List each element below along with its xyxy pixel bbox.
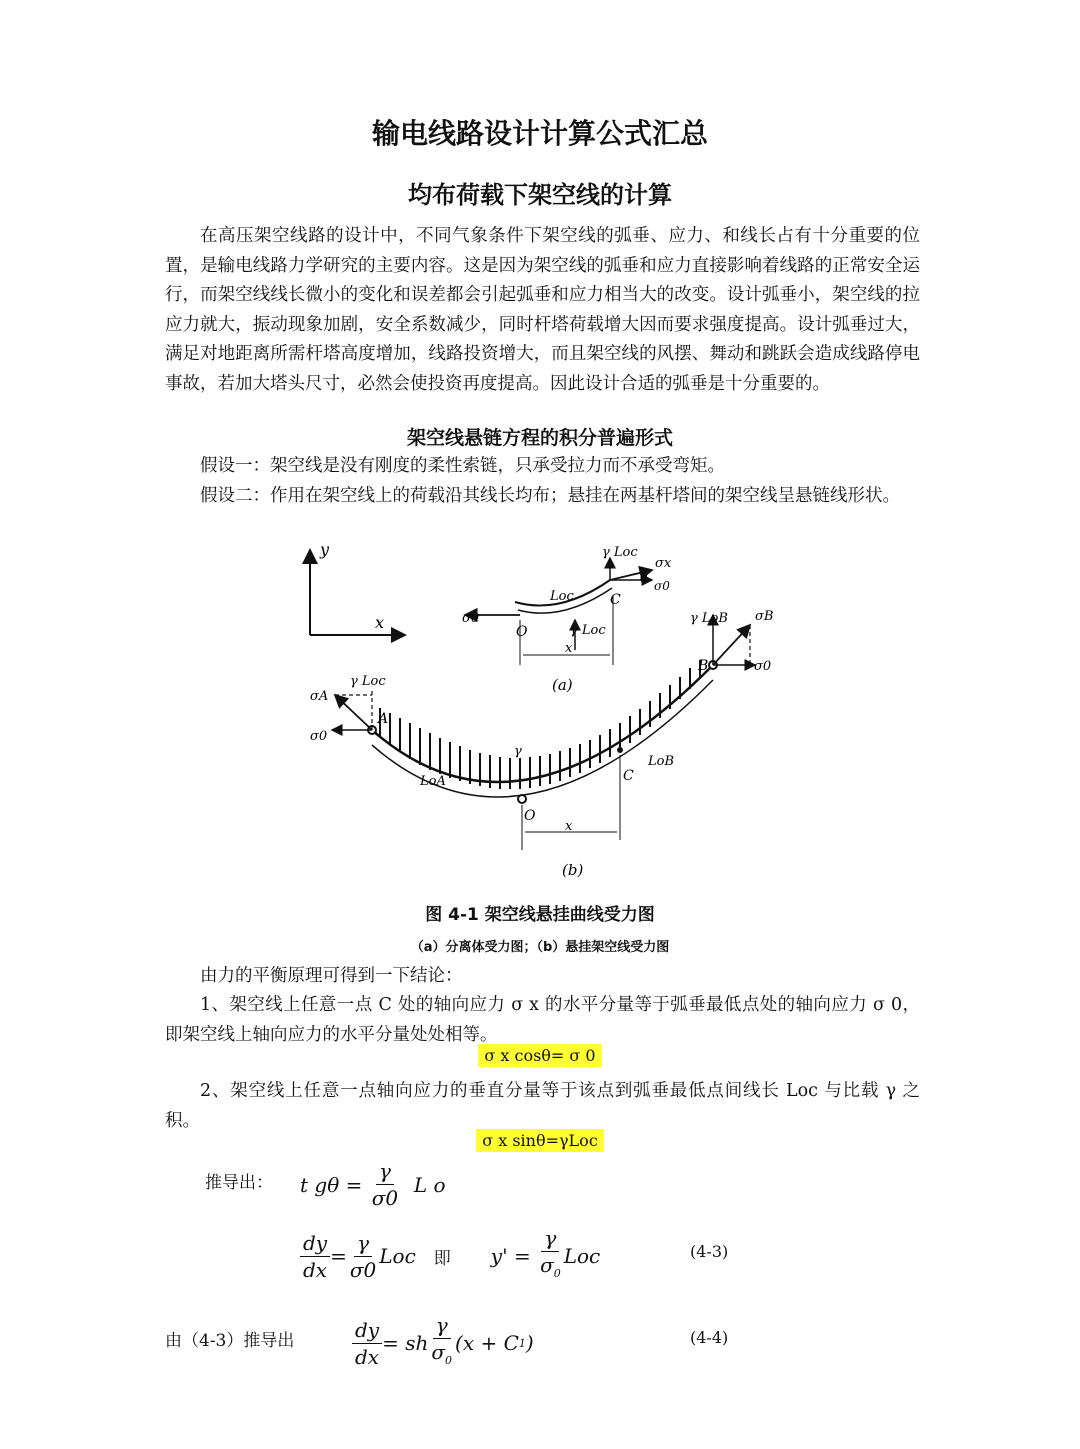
page-title: 输电线路设计计算公式汇总 — [371, 117, 708, 150]
svg-text:σ0: σ0 — [654, 579, 670, 593]
catenary-figure — [280, 540, 800, 890]
svg-text:B: B — [698, 658, 709, 674]
diagram-b — [310, 609, 773, 879]
formula-two: σ x sinθ=γLoc — [476, 1129, 604, 1152]
derive-label: 推导出： — [205, 1173, 273, 1193]
y-axis-label: y — [320, 540, 330, 559]
svg-text:σ0: σ0 — [754, 659, 772, 674]
svg-text:x: x — [565, 641, 573, 656]
svg-text:σx: σx — [655, 556, 672, 571]
svg-text:O: O — [524, 808, 536, 824]
svg-text:σ0: σ0 — [310, 729, 328, 744]
svg-text:Loc: Loc — [550, 589, 574, 604]
svg-text:x: x — [565, 819, 573, 834]
svg-text:γ LoB: γ LoB — [690, 611, 728, 626]
figure-subcaption: （a）分离体受力图；（b）悬挂架空线受力图 — [410, 940, 670, 955]
svg-text:σB: σB — [755, 609, 774, 624]
figure-caption: 图 4-1 架空线悬挂曲线受力图 — [425, 905, 655, 925]
derive-label-4-3: 由（4-3）推导出 — [165, 1331, 295, 1351]
intro-paragraph: 在高压架空线路的设计中，不同气象条件下架空线的弧垂、应力、和线长占有十分重要的位置，是输电线路力学研究的主要内容。这是因为架空线的弧垂和应力直接影响着线路的正常安全运行，而架空线线长微小的变化和误差都会引起弧垂和应力相当大的改变。设计弧垂小，架空线的拉应力就大，振动现象加剧，安全系数减少，同时杆塔荷载增大因而要求强度提高。设计弧垂过大，满足对地距离所需杆塔高度增加，线路投资增大，而且架空线的风摆、舞动和跳跃会造成线路停电事故，若加大塔头尺寸，必然会使投资再度提高。因此设计合适的弧垂是十分重要的。 — [165, 226, 920, 394]
svg-text:σA: σA — [310, 689, 329, 704]
svg-text:(b): (b) — [562, 861, 584, 879]
section-heading: 架空线悬链方程的积分普遍形式 — [406, 427, 673, 449]
svg-text:γ Loc: γ Loc — [570, 623, 606, 638]
fraction-gamma-sigma0: $\frac{\gamma}{\sigma_0}$ — [431, 1313, 453, 1367]
conclusion-two: 2、架空线上任意一点轴向应力的垂直分量等于该点到弧垂最低点间线长 Loc 与比载 γ 之积。 — [165, 1081, 920, 1131]
conclusion-intro: 由力的平衡原理可得到一下结论： — [200, 966, 463, 986]
diagram-a — [462, 545, 672, 694]
formula-one: σ x cosθ= σ 0 — [478, 1044, 601, 1067]
svg-text:(a): (a) — [552, 676, 573, 694]
fraction: $\frac{\gamma}{\sigma 0}$ — [371, 1159, 399, 1210]
section-title: 均布荷载下架空线的计算 — [408, 181, 672, 209]
svg-text:σ0: σ0 — [462, 611, 480, 626]
formula-two-row — [0, 1131, 1080, 1150]
assumption-one: 假设一：架空线是没有刚度的柔性索链，只承受拉力而不承受弯矩。 — [200, 456, 725, 476]
equation-tan-theta: t gθ = $\frac{\gamma}{\sigma 0}$ L o — [300, 1159, 446, 1210]
svg-text:C: C — [610, 592, 621, 608]
equation-4-4: $\frac{dy}{dx}$ = sh $\frac{\gamma}{\sigma_0}$ (x + C 1 ) — [352, 1312, 534, 1374]
svg-text:C: C — [623, 768, 634, 784]
fraction-gamma-sigma0: $\frac{\gamma}{\sigma_0}$ — [540, 1226, 561, 1280]
equation-number-4-4: (4-4) — [690, 1328, 729, 1347]
equation-4-3: $\frac{dy}{dx}$ = $\frac{\gamma}{\sigma 0}$ Loc 即 y' = $\frac{\gamma}{\sigma_0}$ Loc — [300, 1225, 600, 1287]
equation-number-4-3: (4-3) — [690, 1242, 729, 1261]
svg-text:A: A — [378, 711, 389, 727]
svg-text:θ: θ — [640, 571, 648, 585]
conclusion-one: 1、架空线上任意一点 C 处的轴向应力 σ x 的水平分量等于弧垂最低点处的轴向应力 σ 0，即架空线上轴向应力的水平分量处处相等。 — [165, 995, 920, 1045]
svg-text:γ: γ — [514, 744, 522, 759]
fraction-gamma-sigma: $\frac{\gamma}{\sigma 0}$ — [349, 1230, 377, 1282]
svg-text:γ Loc: γ Loc — [350, 674, 386, 689]
x-axis-label: x — [375, 613, 385, 632]
svg-text:γ Loc: γ Loc — [602, 545, 638, 560]
assumption-two: 假设二：作用在架空线上的荷载沿其线长均布；悬挂在两基杆塔间的架空线呈悬链线形状。 — [200, 486, 900, 506]
svg-text:LoA: LoA — [420, 774, 446, 789]
fraction-dy-dx: $\frac{dy}{dx}$ — [300, 1230, 330, 1283]
svg-text:LoB: LoB — [648, 754, 675, 769]
formula-one-row — [0, 1046, 1080, 1065]
fraction-dy-dx: $\frac{dy}{dx}$ — [352, 1317, 382, 1370]
svg-text:O: O — [516, 624, 528, 640]
